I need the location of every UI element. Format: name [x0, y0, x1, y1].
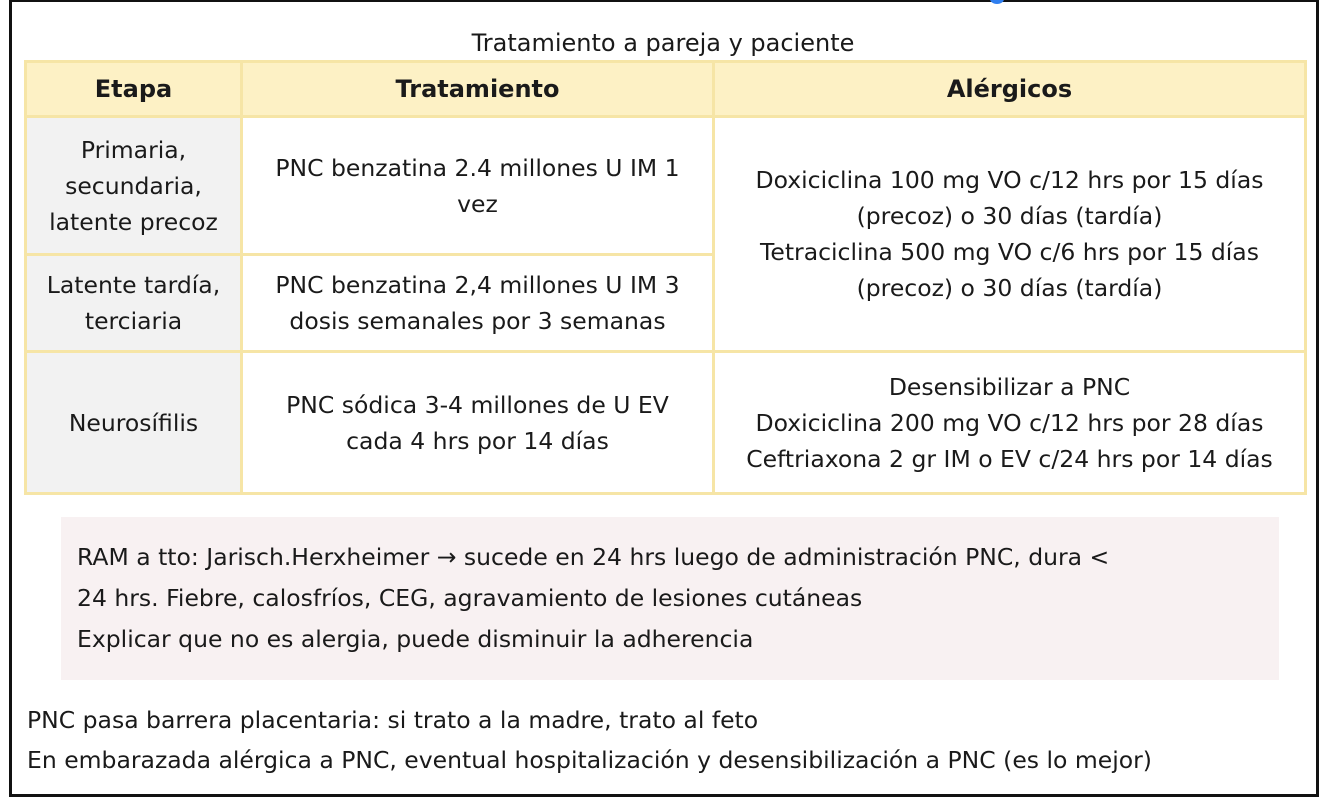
- treatment-cell: [242, 117, 714, 255]
- allergic-line: Desensibilizar a PNC: [888, 372, 1131, 401]
- treatment-line: dosis semanales por 3 semanas: [289, 307, 666, 335]
- treatment-line: PNC benzatina 2,4 millones U IM 3: [275, 271, 680, 299]
- allergic-line: (precoz) o 30 días (tardía): [856, 274, 1163, 302]
- footer-line: PNC pasa barrera placentaria: si trato a la madre, trato al feto: [27, 706, 759, 734]
- stage-line: Neurosífilis: [68, 408, 199, 437]
- table-header-row: [26, 62, 1306, 117]
- header-treatment: Tratamiento: [242, 62, 714, 117]
- treatment-cell: [242, 255, 714, 352]
- table-row: [26, 352, 1306, 494]
- header-allergic: Alérgicos: [714, 62, 1306, 117]
- allergic-line: Ceftriaxona 2 gr IM o EV c/24 hrs por 14 días: [746, 444, 1273, 473]
- stage-line: latente precoz: [49, 207, 218, 236]
- stage-cell: [26, 117, 242, 255]
- treatment-table: [24, 60, 1307, 495]
- allergic-cell: [714, 352, 1306, 494]
- allergic-shared-cell: [714, 117, 1306, 352]
- header-stage: Etapa: [26, 62, 242, 117]
- treatment-line: PNC benzatina 2.4 millones U IM 1: [275, 153, 680, 182]
- stage-cell: [26, 352, 242, 494]
- stage-cell: [26, 255, 242, 352]
- treatment-line: cada 4 hrs por 14 días: [346, 426, 609, 455]
- stage-line: terciaria: [84, 307, 183, 335]
- allergic-line: Tetraciclina 500 mg VO c/6 hrs por 15 días: [760, 238, 1259, 266]
- allergic-line: Doxiciclina 200 mg VO c/12 hrs por 28 días: [755, 408, 1264, 437]
- stage-line: Primaria,: [80, 135, 187, 164]
- adverse-reaction-note: [61, 517, 1279, 680]
- allergic-line: Doxiciclina 100 mg VO c/12 hrs por 15 días: [755, 166, 1264, 194]
- note-line: Explicar que no es alergia, puede disminuir la adherencia: [77, 625, 754, 653]
- treatment-cell: [242, 352, 714, 494]
- treatment-line: PNC sódica 3-4 millones de U EV: [286, 390, 669, 419]
- table-row: [26, 117, 1306, 255]
- table-title: Tratamiento a pareja y paciente: [471, 29, 855, 57]
- footer-line: En embarazada alérgica a PNC, eventual hospitalización y desensibilización a PNC (es lo mejor): [27, 746, 1152, 774]
- footer-notes: [27, 700, 1307, 780]
- treatment-line: vez: [457, 189, 498, 218]
- note-line: RAM a tto: Jarisch.Herxheimer → sucede en 24 hrs luego de administración PNC, dura <: [77, 543, 1110, 571]
- stage-line: secundaria,: [65, 171, 202, 200]
- note-line: 24 hrs. Fiebre, calosfríos, CEG, agravamiento de lesiones cutáneas: [77, 584, 863, 612]
- stage-line: Latente tardía,: [46, 271, 221, 299]
- allergic-line: (precoz) o 30 días (tardía): [856, 202, 1163, 230]
